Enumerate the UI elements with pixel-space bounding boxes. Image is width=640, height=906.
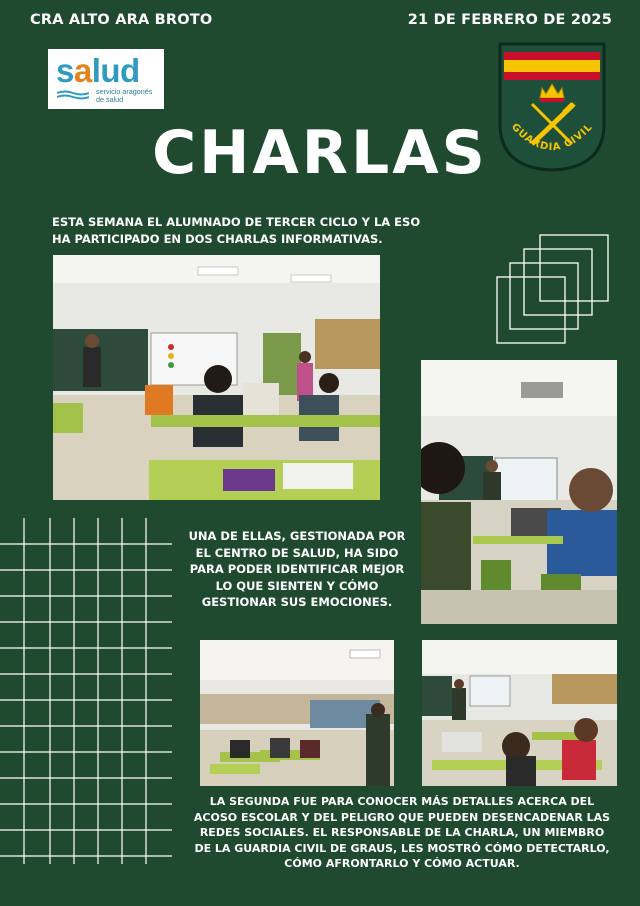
decorative-grid xyxy=(0,518,172,864)
decorative-squares xyxy=(496,233,610,345)
salud-wave-icon xyxy=(57,90,89,100)
salud-lud: lud xyxy=(91,52,140,89)
school-name: CRA ALTO ARA BROTO xyxy=(30,12,213,28)
classroom-photo-side xyxy=(422,640,617,786)
salud-s: s xyxy=(56,52,74,89)
salud-subtitle-line1: servicio aragonés xyxy=(96,87,153,96)
health-talk-text: UNA DE ELLAS, GESTIONADA POR EL CENTRO DE SALUD, HA SIDO PARA PODER IDENTIFICAR MEJOR LO QUE SIENTEN Y CÓMO GESTIONAR SUS EMOCIONES. xyxy=(188,529,406,609)
intro-text: ESTA SEMANA EL ALUMNADO DE TERCER CICLO Y LA ESO HA PARTICIPADO EN DOS CHARLAS INFORMATIVAS. xyxy=(52,215,421,246)
salud-subtitle-line2: de salud xyxy=(96,95,124,104)
guardia-civil-text: GUARDIA CIVIL xyxy=(508,121,596,154)
salud-logo-word xyxy=(56,52,156,89)
classroom-photo-health-talk xyxy=(53,255,380,500)
salud-a: a xyxy=(73,52,92,89)
classroom-photo-students-back xyxy=(421,360,617,624)
salud-logo-subtitle xyxy=(96,88,156,104)
guardia-civil-talk-text: LA SEGUNDA FUE PARA CONOCER MÁS DETALLES ACERCA DEL ACOSO ESCOLAR Y DEL PELIGRO QUE PUEDEN DESENCADENAR LAS REDES SOCIALES. EL RESPONSABLE DE LA CHARLA, UN MIEMBRO DE LA GUARDIA CIVIL DE GRAUS, LES MOSTRÓ CÓMO DETECTARLO, CÓMO AFRONTARLO Y CÓMO ACTUAR. xyxy=(193,795,611,870)
classroom-photo-wide xyxy=(200,640,394,786)
date-label: 21 DE FEBRERO DE 2025 xyxy=(407,12,612,28)
salud-logo xyxy=(48,49,164,109)
page-title: CHARLAS xyxy=(152,118,488,188)
